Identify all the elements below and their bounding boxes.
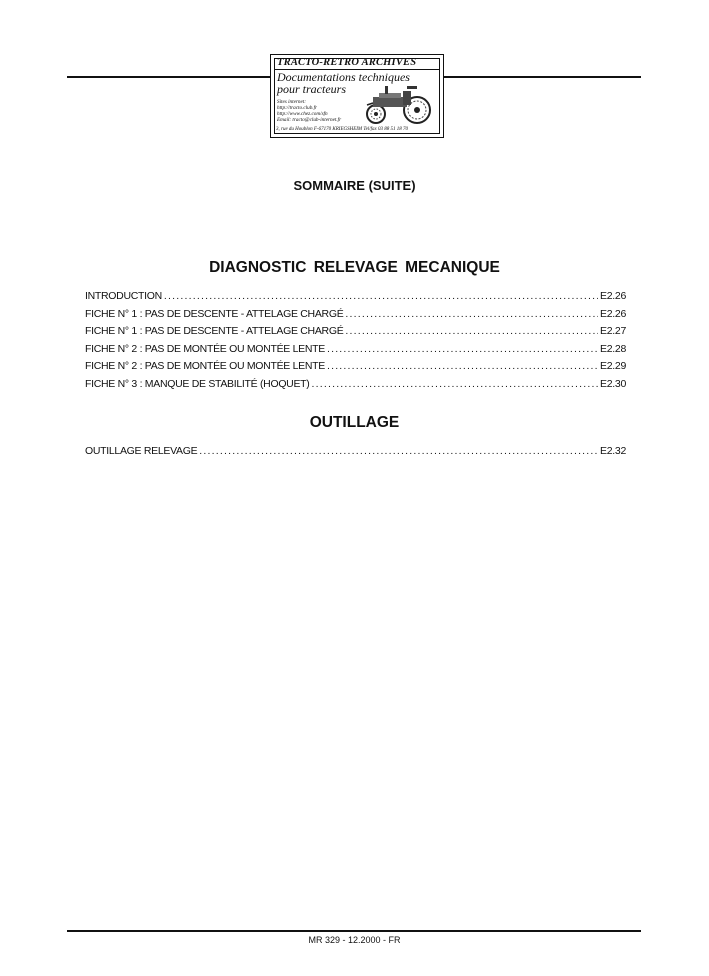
toc-entry-label: FICHE N° 1 : PAS DE DESCENTE - ATTELAGE CHARGÉ (85, 325, 344, 338)
toc-entry[interactable] (85, 378, 626, 396)
toc-entry[interactable] (85, 308, 626, 326)
toc-entry-label: OUTILLAGE RELEVAGE (85, 445, 198, 457)
toc-entry-page: E2.26 (600, 307, 626, 320)
dot-leader (164, 290, 598, 302)
tractor-illustration-icon (359, 83, 437, 125)
toc-entry-page: E2.26 (600, 290, 626, 302)
stamp-email: Email: tracto@club-internet.fr (277, 117, 342, 123)
toc-outillage (85, 445, 626, 463)
footer-reference: MR 329 - 12.2000 - FR (308, 935, 401, 945)
toc-entry-label: INTRODUCTION (85, 290, 162, 302)
toc-entry[interactable] (85, 325, 626, 343)
toc-entry[interactable] (85, 445, 626, 463)
stamp-site-1: http://tracto.club.fr (277, 105, 318, 111)
footer-rule (67, 930, 641, 932)
toc-entry-page: E2.27 (600, 325, 626, 338)
stamp-address: 3, rue du Houblon F-67170 KRIEGSHEIM Tel/fax 03 88 51 18 70 (276, 127, 409, 132)
dot-leader (345, 308, 598, 320)
toc-entry-page: E2.32 (600, 445, 626, 457)
stamp-sites-label: Sites internet: (277, 99, 306, 105)
section-title-outillage: OUTILLAGE (309, 414, 400, 431)
toc-entry[interactable] (85, 343, 626, 361)
header-rule-right (444, 76, 641, 78)
page-title: SOMMAIRE (SUITE) (293, 178, 416, 193)
toc-entry-label: FICHE N° 2 : PAS DE MONTÉE OU MONTÉE LENTE (85, 342, 325, 355)
toc-entry[interactable] (85, 290, 626, 308)
toc-entry-label: FICHE N° 2 : PAS DE MONTÉE OU MONTÉE LENTE (85, 360, 325, 373)
toc-entry-page: E2.28 (600, 342, 626, 355)
section-title-diagnostic: DIAGNOSTIC RELEVAGE MECANIQUE (209, 259, 500, 276)
toc-entry-page: E2.29 (600, 360, 626, 373)
toc-entry[interactable] (85, 360, 626, 378)
stamp-site-2: http://www.chez.com/sfn (277, 111, 328, 117)
dot-leader (345, 325, 598, 337)
dot-leader (327, 343, 598, 355)
toc-entry-page: E2.30 (600, 377, 626, 390)
stamp-subtitle-1: Documentations techniques (277, 70, 410, 84)
toc-entry-label: FICHE N° 3 : MANQUE DE STABILITÉ (HOQUET) (85, 377, 310, 390)
header-rule-left (67, 76, 270, 78)
dot-leader (311, 378, 598, 390)
stamp-subtitle-2: pour tracteurs (277, 82, 346, 96)
dot-leader (327, 360, 598, 372)
archive-stamp (270, 54, 444, 138)
stamp-title: TRACTO-RETRO ARCHIVES (277, 57, 417, 68)
dot-leader (199, 445, 598, 457)
toc-entry-label: FICHE N° 1 : PAS DE DESCENTE - ATTELAGE CHARGÉ (85, 307, 344, 320)
toc-diagnostic (85, 290, 626, 396)
